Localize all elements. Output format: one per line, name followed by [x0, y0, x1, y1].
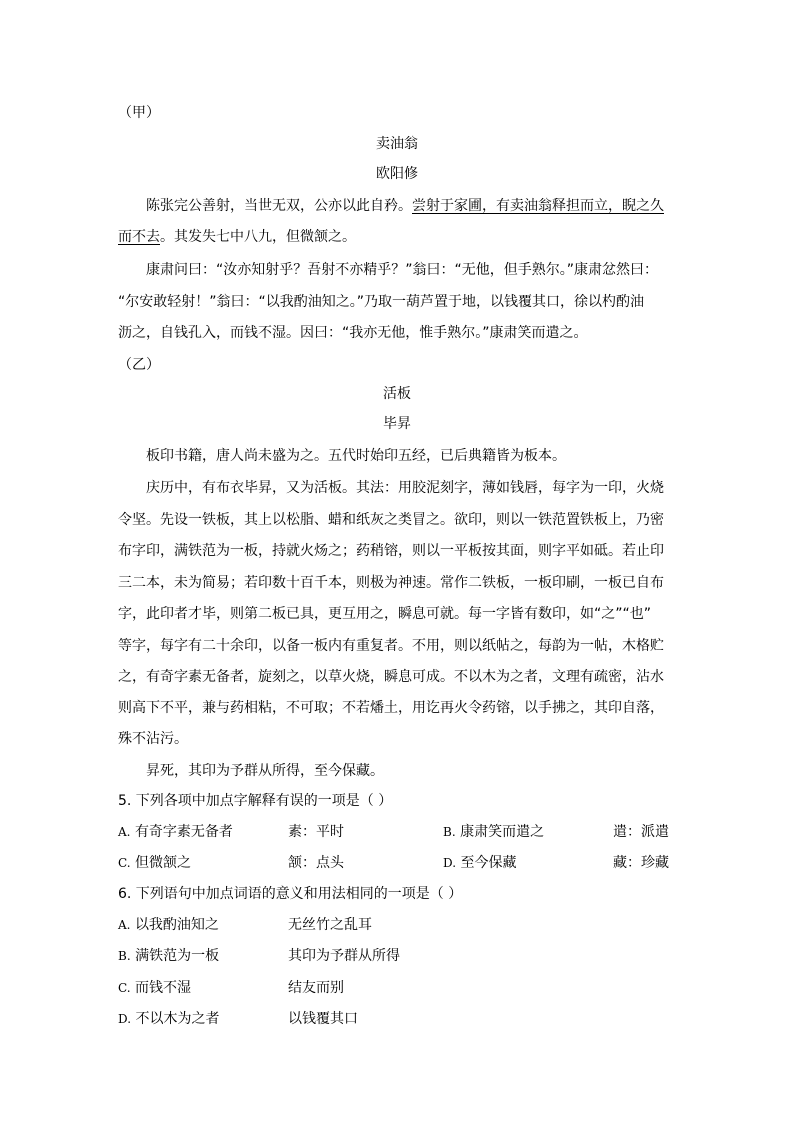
passage-b-p2-line9: 殊不沾污。: [118, 731, 188, 747]
q6-option-a-pair: 无丝竹之乱耳: [288, 917, 372, 933]
passage-b-p2-line1: 庆历中，有布衣毕昇，又为活板。其法：用胶泥刻字，薄如钱唇，每字为一印，火烧: [146, 480, 664, 496]
q5-option-d-gloss: 藏：珍藏: [613, 855, 669, 871]
passage-b-p2-line8: 则高下不平，兼与药相粘，不可取；不若燔土，用讫再火令药镕，以手拂之，其印自落，: [118, 700, 664, 716]
q5-option-c-gloss: 颔：点头: [288, 855, 344, 871]
passage-a-p1-line1: 陈张完公善射，当世无双，公亦以此自矜。尝射于家圃，有卖油翁释担而立，睨之久: [146, 198, 664, 214]
passage-a-p2-line3: 沥之，自钱孔入，而钱不湿。因曰：“我亦无他，惟手熟尔。”康肃笑而遣之。: [118, 325, 588, 341]
passage-b-author: 毕昇: [383, 416, 411, 432]
passage-a-p2-line1: 康肃问曰：“汝亦知射乎？吾射不亦精乎？”翁曰：“无他，但手熟尔。”康肃忿然曰：: [146, 262, 659, 278]
passage-b-p3: 昇死，其印为予群从所得，至今保藏。: [146, 763, 384, 779]
question-5-stem: 5. 下列各项中加点字解释有误的一项是（ ）: [118, 793, 393, 809]
q5-option-d: D. 至今保藏: [443, 855, 517, 871]
passage-b-p2-line7: 之，有奇字素无备者，旋刻之，以草火烧，瞬息可成。不以木为之者，文理有疏密，沾水: [118, 669, 664, 685]
q5-option-a: A. 有奇字素无备者: [118, 824, 233, 840]
q5-option-c: C. 但微颔之: [118, 855, 192, 871]
passage-b-p1: 板印书籍，唐人尚未盛为之。五代时始印五经，已后典籍皆为板本。: [146, 448, 566, 464]
q5-option-b: B. 康肃笑而遣之: [443, 824, 545, 840]
passage-b-p2-line6: 等字，每字有二十余印，以备一板内有重复者。不用，则以纸帖之，每韵为一帖，木格贮: [118, 638, 664, 654]
underlined-sentence: 尝射于家圃，有卖油翁释担而立，睨之久: [412, 198, 664, 214]
q6-option-b-pair: 其印为予群从所得: [288, 948, 400, 964]
passage-b-title: 活板: [383, 386, 411, 402]
q6-option-b: B. 满铁范为一板: [118, 948, 220, 964]
q6-option-d-pair: 以钱覆其口: [288, 1011, 358, 1027]
q6-option-c: C. 而钱不湿: [118, 980, 192, 996]
passage-a-p1-line2: 而不去。其发失七中八九，但微颔之。: [118, 229, 356, 245]
question-6-stem: 6. 下列语句中加点词语的意义和用法相同的一项是（ ）: [118, 886, 463, 902]
q6-option-c-pair: 结友而别: [288, 980, 344, 996]
q5-option-b-gloss: 遣：派遣: [613, 824, 669, 840]
underlined-sentence-end: 而不去: [118, 229, 160, 245]
passage-b-marker: （乙）: [118, 357, 160, 373]
passage-a-title: 卖油翁: [376, 136, 418, 152]
q6-option-a: A. 以我酌油知之: [118, 917, 219, 933]
passage-b-p2-line4: 三二本，未为简易；若印数十百千本，则极为神速。常作二铁板，一板印刷，一板已自布: [118, 575, 664, 591]
passage-a-author: 欧阳修: [376, 166, 418, 182]
passage-a-marker: （甲）: [118, 105, 160, 121]
passage-b-p2-line2: 令坚。先设一铁板，其上以松脂、蜡和纸灰之类冒之。欲印，则以一铁范置铁板上，乃密: [118, 512, 664, 528]
passage-b-p2-line3: 布字印，满铁范为一板，持就火炀之；药稍镕，则以一平板按其面，则字平如砥。若止印: [118, 543, 664, 559]
q5-option-a-gloss: 素：平时: [288, 824, 344, 840]
q6-option-d: D. 不以木为之者: [118, 1011, 220, 1027]
passage-a-p2-line2: “尔安敢轻射！”翁曰：“以我酌油知之。”乃取一葫芦置于地，以钱覆其口，徐以杓酌油: [118, 294, 645, 310]
passage-b-p2-line5: 字，此印者才毕，则第二板已具，更互用之，瞬息可就。每一字皆有数印，如“之”“也”: [118, 606, 652, 622]
